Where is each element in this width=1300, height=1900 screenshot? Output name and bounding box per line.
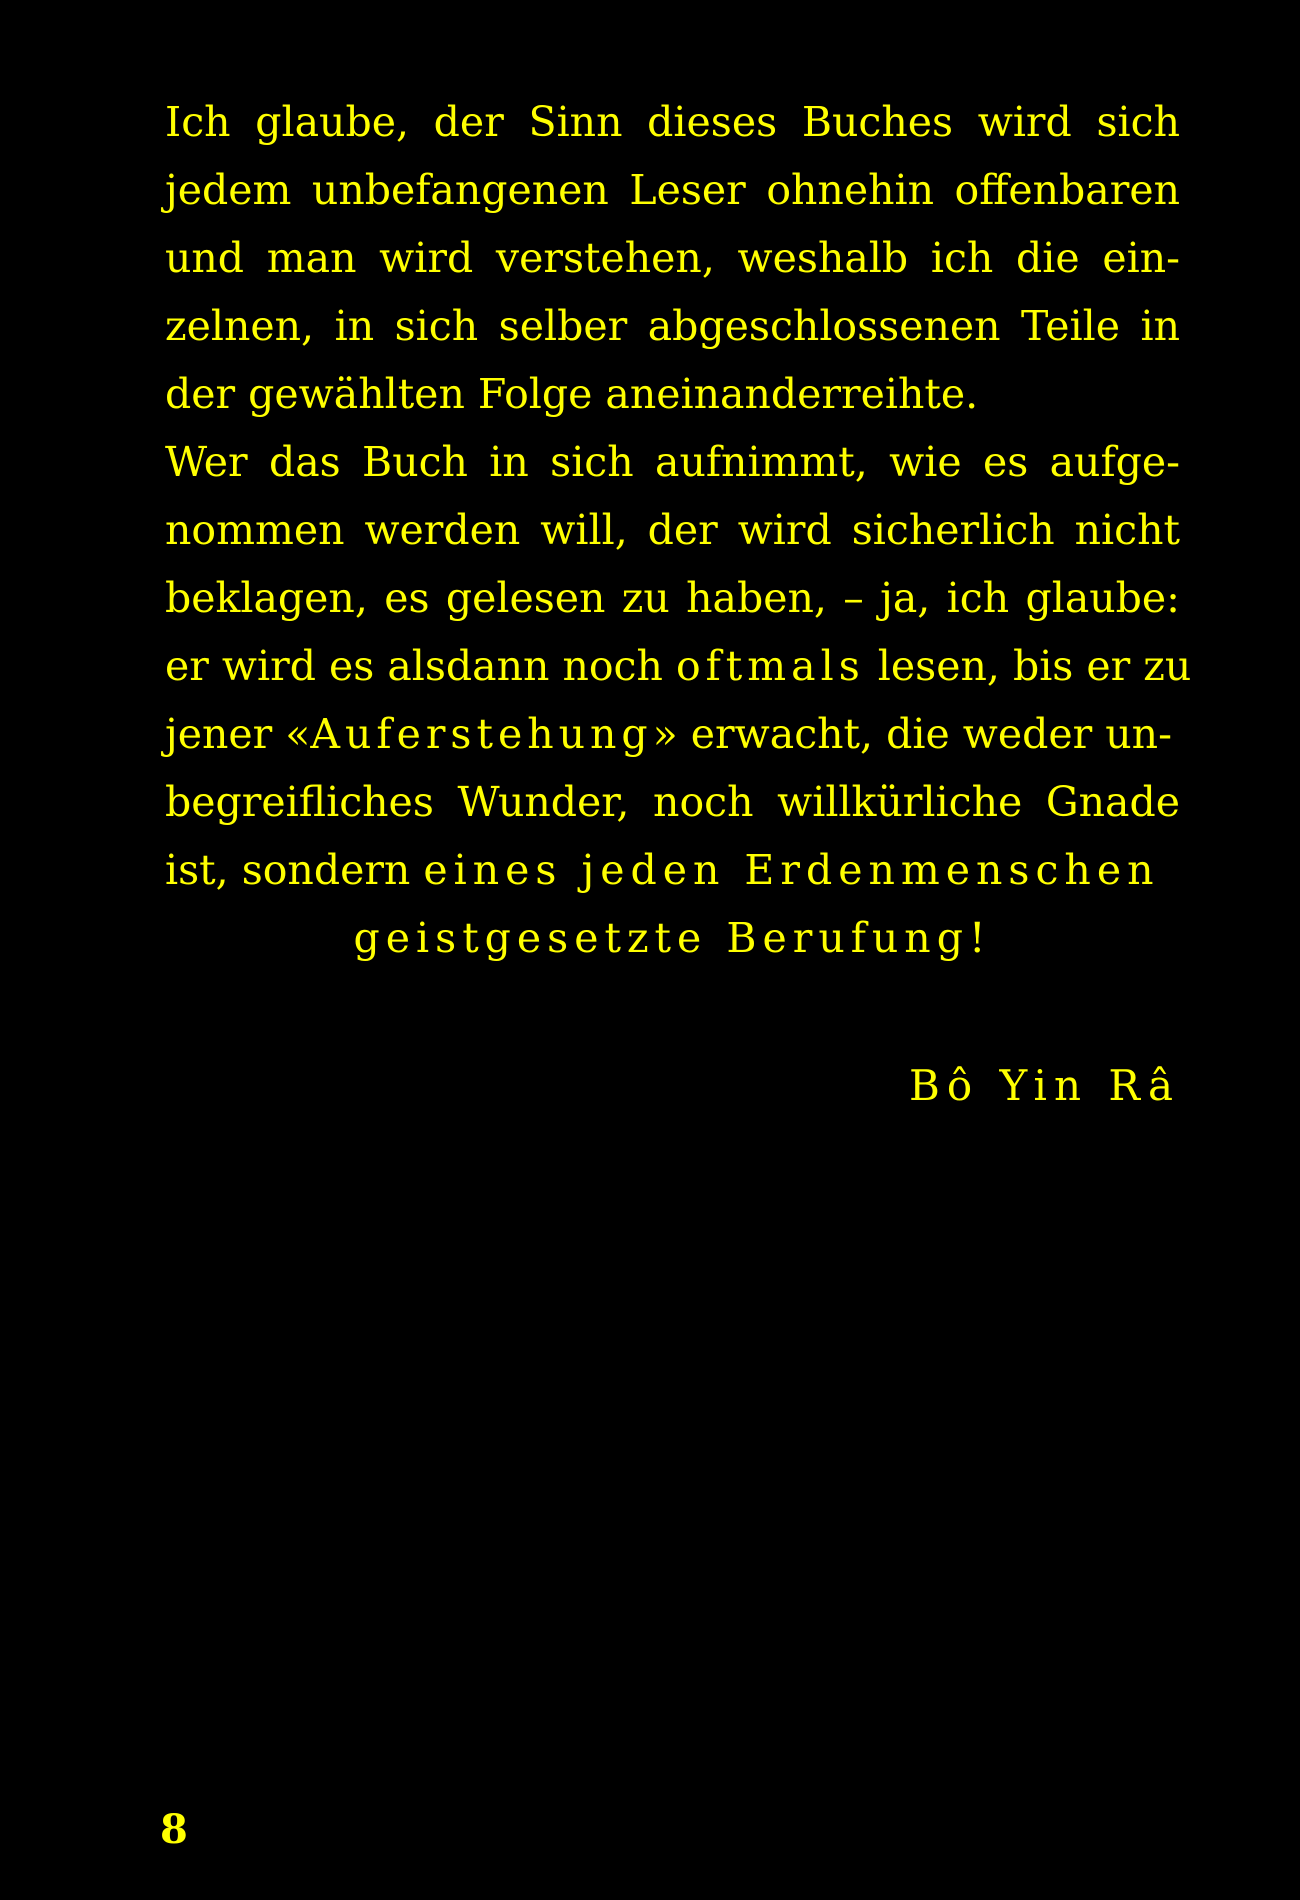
- author-signature: Bô Yin Râ: [909, 1061, 1180, 1110]
- text-line: [165, 836, 1180, 904]
- text-line: begreifliches Wunder, noch willkürliche Gnade: [165, 778, 1180, 826]
- text-fragment: jener «: [165, 710, 311, 758]
- text-line: der gewählten Folge aneinanderreihte.: [165, 370, 979, 418]
- text-line: Ich glaube, der Sinn dieses Buches wird sich: [165, 98, 1180, 146]
- text-line: beklagen, es gelesen zu haben, – ja, ich glaube:: [165, 574, 1180, 622]
- text-line: jedem unbefangenen Leser ohnehin offenbaren: [165, 166, 1180, 214]
- text-line: zelnen, in sich selber abgeschlossenen Teile in: [165, 302, 1180, 350]
- text-fragment: lesen, bis er zu: [864, 642, 1192, 690]
- text-line: nommen werden will, der wird sicherlich nicht: [165, 506, 1180, 554]
- text-line: [165, 700, 1180, 768]
- text-line: [165, 632, 1192, 700]
- body-text: [165, 88, 1192, 972]
- text-fragment: » erwacht, die weder un-: [652, 710, 1172, 758]
- text-line: und man wird verstehen, weshalb ich die ein-: [165, 234, 1180, 282]
- emphasized-text: oftmals: [675, 642, 865, 690]
- emphasized-text: Auferstehung: [310, 710, 653, 758]
- closing-line: geistgesetzte Berufung!: [353, 914, 992, 962]
- page-number: 8: [160, 1806, 188, 1853]
- emphasized-text: eines jeden Erdenmenschen: [423, 846, 1160, 894]
- text-fragment: er wird es alsdann noch: [165, 642, 676, 690]
- text-fragment: ist, sondern: [165, 846, 424, 894]
- text-line: Wer das Buch in sich aufnimmt, wie es aufge-: [165, 438, 1180, 486]
